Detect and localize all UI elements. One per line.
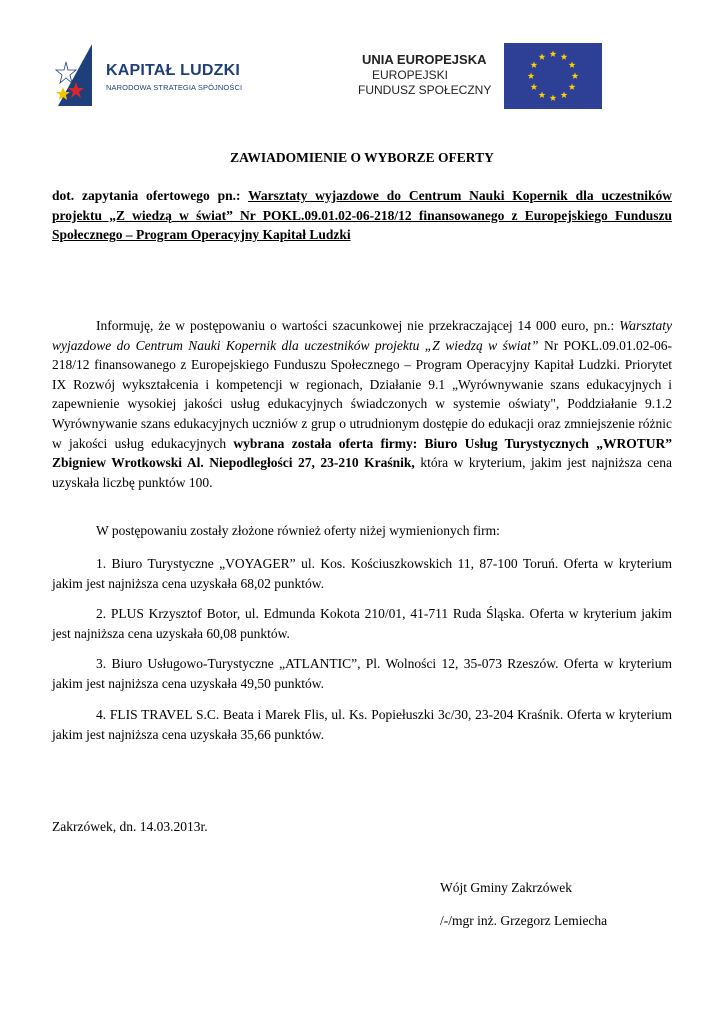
signature-title: Wójt Gminy Zakrzówek: [440, 880, 572, 895]
offer-item-1: 1. Biuro Turystyczne „VOYAGER” ul. Kos. Kościuszkowskich 11, 87-100 Toruń. Oferta w kryterium jakim jest najniższa cena uzyskała 68,02 punktów.: [52, 556, 672, 591]
eu-logo-line-3: FUNDUSZ SPOŁECZNY: [358, 83, 492, 97]
kapital-ludzki-title: KAPITAŁ LUDZKI: [106, 62, 241, 79]
signature-name: /-/mgr inż. Grzegorz Lemiecha: [440, 913, 608, 928]
kapital-ludzki-logo: [54, 40, 274, 110]
subject-title: Warsztaty wyjazdowe do Centrum Nauki Kopernik dla uczestników projektu „Z wiedzą w świat” Nr POKL.09.01.02-06-218/12 finansowanego z Europejskiego Funduszu Społecznego – Program Operacyjny Kapitał Ludzki: [52, 188, 672, 243]
main-paragraph-part-2: Nr POKL.09.01.02-06-218/12 finansowanego z Europejskiego Funduszu Społecznego – Program Operacyjny Kapitał Ludzki. Priorytet IX Rozwój wykształcenia i kompetencji w regionach, Działanie 9.1 „Wyrównywanie szans edukacyjnych i zapewnienie wysokiej jakości usług edukacyjnych świadczonych w systemie oświaty", Poddziałanie 9.1.2 Wyrównywanie szans edukacyjnych uczniów z grup o utrudnionym dostępie do edukacji oraz zmniejszenie różnic w jakości usług edukacyjnych: [52, 337, 672, 451]
kapital-ludzki-subtitle: NARODOWA STRATEGIA SPÓJNOŚCI: [106, 83, 243, 92]
selected-offer: wybrana została oferta firmy: Biuro Usług Turystycznych „WROTUR” Zbigniew Wrotkowski Al. Niepodległości 27, 23-210 Kraśnik,: [52, 435, 672, 471]
subject-line: [52, 186, 672, 245]
place-and-date: Zakrzówek, dn. 14.03.2013r.: [52, 819, 208, 834]
offer-item-2: 2. PLUS Krzysztof Botor, ul. Edmunda Kokota 210/01, 41-711 Ruda Śląska. Oferta w kryterium jakim jest najniższa cena uzyskała 60,08 punktów.: [52, 606, 672, 641]
main-paragraph: [52, 316, 672, 492]
subject-prefix: dot. zapytania ofertowego pn.:: [52, 188, 249, 203]
kapital-ludzki-emblem-icon: [54, 40, 104, 110]
eu-fund-logo-text: [356, 52, 496, 98]
eu-flag-icon: [504, 43, 602, 109]
eu-logo-line-1: UNIA EUROPEJSKA: [362, 52, 487, 67]
offer-item-3: 3. Biuro Usługowo-Turystyczne „ATLANTIC”, Pl. Wolności 12, 35-073 Rzeszów. Oferta w kryterium jakim jest najniższa cena uzyskała 49,50 punktów.: [52, 656, 672, 691]
document-title: ZAWIADOMIENIE O WYBORZE OFERTY: [230, 150, 494, 165]
other-offers-intro: W postępowaniu zostały złożone również oferty niżej wymienionych firm:: [96, 523, 500, 538]
eu-logo-line-2: EUROPEJSKI: [372, 68, 449, 82]
main-paragraph-project-name: Warsztaty wyjazdowe do Centrum Nauki Kopernik dla uczestników projektu „Z wiedzą w świat”: [52, 318, 672, 353]
main-paragraph-part-3: która w kryterium, jakim jest najniższa cena uzyskała liczbę punktów 100.: [52, 455, 672, 490]
main-paragraph-part-1: Informuję, że w postępowaniu o wartości szacunkowej nie przekraczającej 14 000 euro, pn.:: [96, 318, 620, 333]
offer-item-4: 4. FLIS TRAVEL S.C. Beata i Marek Flis, ul. Ks. Popiełuszki 3c/30, 23-204 Kraśnik. Oferta w kryterium jakim jest najniższa cena uzyskała 35,66 punktów.: [52, 707, 672, 742]
